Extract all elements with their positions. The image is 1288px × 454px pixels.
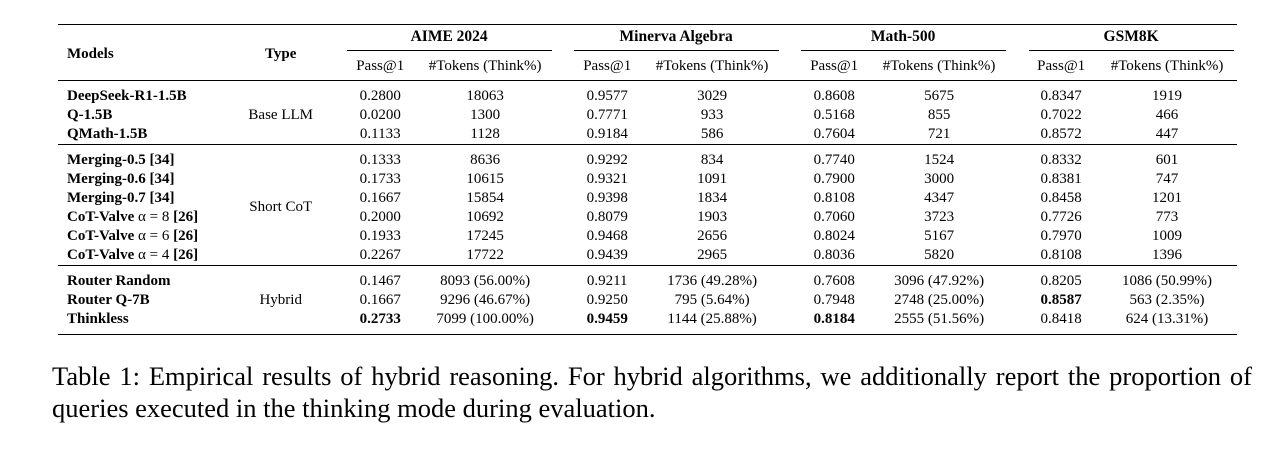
tokens-value: 834	[700, 152, 724, 168]
pass1-value: 0.9439	[586, 247, 628, 263]
tokens-value: 3029	[697, 88, 728, 104]
tokens-value: 933	[700, 107, 724, 123]
table-row	[58, 189, 1237, 208]
pass1-value: 0.1133	[359, 126, 401, 142]
tokens-value: 1144 (25.88%)	[667, 311, 757, 327]
tokens-value: 1201	[1152, 190, 1183, 206]
citation: [26]	[173, 209, 199, 225]
alpha-value: α = 8	[138, 209, 170, 225]
header-tokens: #Tokens (Think%)	[655, 57, 769, 74]
pass1-value: 0.8108	[1040, 247, 1082, 263]
model-name: Q-1.5B	[67, 107, 113, 123]
table-row	[58, 81, 1237, 107]
model-type: Hybrid	[259, 292, 302, 308]
tokens-value: 1086 (50.99%)	[1122, 273, 1213, 289]
pass1-value: 0.7740	[813, 152, 855, 168]
header-pass1: Pass@1	[1037, 57, 1086, 74]
model-type	[231, 246, 329, 266]
model-type	[231, 227, 329, 246]
pass1-value: 0.9459	[586, 311, 628, 327]
header-models: Models	[67, 46, 114, 62]
tokens-value: 4347	[924, 190, 955, 206]
model-name: CoT-Valve α = 6 [26]	[67, 228, 199, 244]
table-row	[58, 310, 1237, 335]
alpha-value: α = 4	[138, 247, 170, 263]
pass1-value: 0.9577	[586, 88, 628, 104]
model-type	[231, 266, 329, 292]
table-row	[58, 125, 1237, 145]
pass1-value: 0.7604	[813, 126, 855, 142]
tokens-value: 1009	[1152, 228, 1183, 244]
pass1-value: 0.1933	[359, 228, 401, 244]
pass1-value: 0.8205	[1040, 273, 1082, 289]
model-name: Router Q-7B	[67, 292, 150, 308]
table-row	[58, 227, 1237, 246]
pass1-value: 0.8024	[813, 228, 855, 244]
header-group-math500: Math-500	[798, 25, 1008, 53]
tokens-value: 8093 (56.00%)	[440, 273, 531, 289]
model-name: Merging-0.5 [34]	[67, 152, 175, 168]
tokens-value: 9296 (46.67%)	[440, 292, 531, 308]
header-tokens: #Tokens (Think%)	[428, 57, 542, 74]
table-row	[58, 170, 1237, 189]
tokens-value: 563 (2.35%)	[1129, 292, 1205, 308]
alpha-value: α = 6	[138, 228, 170, 244]
tokens-value: 721	[927, 126, 951, 142]
pass1-value: 0.8572	[1040, 126, 1082, 142]
pass1-value: 0.8184	[813, 311, 855, 327]
tokens-value: 2555 (51.56%)	[894, 311, 985, 327]
tokens-value: 601	[1155, 152, 1179, 168]
pass1-value: 0.9398	[586, 190, 628, 206]
pass1-value: 0.1667	[359, 292, 401, 308]
header-pass1: Pass@1	[583, 57, 632, 74]
tokens-value: 2748 (25.00%)	[894, 292, 985, 308]
header-group-minerva: Minerva Algebra	[571, 25, 781, 53]
tokens-value: 5167	[924, 228, 955, 244]
results-table	[58, 24, 1237, 335]
model-type	[231, 145, 329, 171]
tokens-value: 5675	[924, 88, 955, 104]
pass1-value: 0.8108	[813, 190, 855, 206]
model-name: Router Random	[67, 273, 171, 289]
tokens-value: 3096 (47.92%)	[894, 273, 985, 289]
table-header	[58, 25, 1237, 81]
tokens-value: 586	[700, 126, 724, 142]
pass1-value: 0.8036	[813, 247, 855, 263]
header-type: Type	[265, 46, 297, 62]
pass1-value: 0.1667	[359, 190, 401, 206]
tokens-value: 5820	[924, 247, 955, 263]
tokens-value: 17722	[466, 247, 504, 263]
tokens-value: 15854	[466, 190, 504, 206]
tokens-value: 466	[1155, 107, 1179, 123]
citation: [26]	[173, 228, 199, 244]
pass1-value: 0.8347	[1040, 88, 1082, 104]
tokens-value: 10692	[466, 209, 504, 225]
pass1-value: 0.8608	[813, 88, 855, 104]
tokens-value: 10615	[466, 171, 504, 187]
pass1-value: 0.0200	[359, 107, 401, 123]
model-type	[231, 170, 329, 189]
model-name: Merging-0.6 [34]	[67, 171, 175, 187]
pass1-value: 0.7900	[813, 171, 855, 187]
header-group-aime: AIME 2024	[344, 25, 554, 53]
model-type	[231, 81, 329, 107]
pass1-value: 0.2733	[359, 311, 401, 327]
header-pass1: Pass@1	[356, 57, 405, 74]
pass1-value: 0.9211	[586, 273, 628, 289]
pass1-value: 0.9250	[586, 292, 628, 308]
citation: [26]	[173, 247, 199, 263]
tokens-value: 1396	[1152, 247, 1183, 263]
tokens-value: 2965	[697, 247, 728, 263]
model-name: Merging-0.7 [34]	[67, 190, 175, 206]
model-name: DeepSeek-R1-1.5B	[67, 88, 187, 104]
tokens-value: 447	[1155, 126, 1179, 142]
pass1-value: 0.1467	[359, 273, 401, 289]
model-type	[231, 310, 329, 335]
tokens-value: 855	[927, 107, 951, 123]
pass1-value: 0.8587	[1040, 292, 1082, 308]
pass1-value: 0.9468	[586, 228, 628, 244]
table-row	[58, 246, 1237, 266]
pass1-value: 0.9321	[586, 171, 628, 187]
pass1-value: 0.8418	[1040, 311, 1082, 327]
tokens-value: 3000	[924, 171, 955, 187]
model-name: QMath-1.5B	[67, 126, 148, 142]
tokens-value: 2656	[697, 228, 728, 244]
model-type: Short CoT	[249, 199, 313, 215]
pass1-value: 0.2000	[359, 209, 401, 225]
pass1-value: 0.7726	[1040, 209, 1082, 225]
pass1-value: 0.7771	[586, 107, 628, 123]
tokens-value: 1524	[924, 152, 955, 168]
header-tokens: #Tokens (Think%)	[1110, 57, 1224, 74]
pass1-value: 0.8381	[1040, 171, 1082, 187]
pass1-value: 0.7060	[813, 209, 855, 225]
pass1-value: 0.7608	[813, 273, 855, 289]
tokens-value: 1128	[470, 126, 500, 142]
tokens-value: 17245	[466, 228, 504, 244]
tokens-value: 624 (13.31%)	[1125, 311, 1209, 327]
table-row	[58, 106, 1237, 125]
table-row	[58, 145, 1237, 171]
tokens-value: 795 (5.64%)	[674, 292, 750, 308]
pass1-value: 0.7970	[1040, 228, 1082, 244]
tokens-value: 8636	[470, 152, 501, 168]
table-caption: Table 1: Empirical results of hybrid reasoning. For hybrid algorithms, we additionally report the proportion of queries executed in the thinking mode during evaluation.	[52, 361, 1252, 423]
model-type	[231, 125, 329, 145]
pass1-value: 0.5168	[813, 107, 855, 123]
tokens-value: 1091	[697, 171, 728, 187]
tokens-value: 3723	[924, 209, 955, 225]
tokens-value: 18063	[466, 88, 504, 104]
pass1-value: 0.1733	[359, 171, 401, 187]
pass1-value: 0.1333	[359, 152, 401, 168]
tokens-value: 1903	[697, 209, 728, 225]
table-row	[58, 291, 1237, 310]
model-type: Base LLM	[248, 107, 313, 123]
table-row	[58, 266, 1237, 292]
tokens-value: 773	[1155, 209, 1179, 225]
model-name: Thinkless	[67, 311, 129, 327]
pass1-value: 0.7948	[813, 292, 855, 308]
pass1-value: 0.8458	[1040, 190, 1082, 206]
pass1-value: 0.9292	[586, 152, 628, 168]
tokens-value: 1300	[470, 107, 501, 123]
pass1-value: 0.9184	[586, 126, 628, 142]
pass1-value: 0.8079	[586, 209, 628, 225]
tokens-value: 747	[1155, 171, 1179, 187]
model-name: CoT-Valve α = 8 [26]	[67, 209, 199, 225]
header-tokens: #Tokens (Think%)	[882, 57, 996, 74]
pass1-value: 0.2267	[359, 247, 401, 263]
pass1-value: 0.2800	[359, 88, 401, 104]
tokens-value: 1919	[1152, 88, 1183, 104]
tokens-value: 7099 (100.00%)	[436, 311, 534, 327]
tokens-value: 1834	[697, 190, 728, 206]
tokens-value: 1736 (49.28%)	[667, 273, 758, 289]
pass1-value: 0.8332	[1040, 152, 1082, 168]
header-group-gsm8k: GSM8K	[1025, 25, 1237, 53]
pass1-value: 0.7022	[1040, 107, 1082, 123]
table-body	[58, 81, 1237, 335]
header-pass1: Pass@1	[810, 57, 859, 74]
model-name: CoT-Valve α = 4 [26]	[67, 247, 199, 263]
